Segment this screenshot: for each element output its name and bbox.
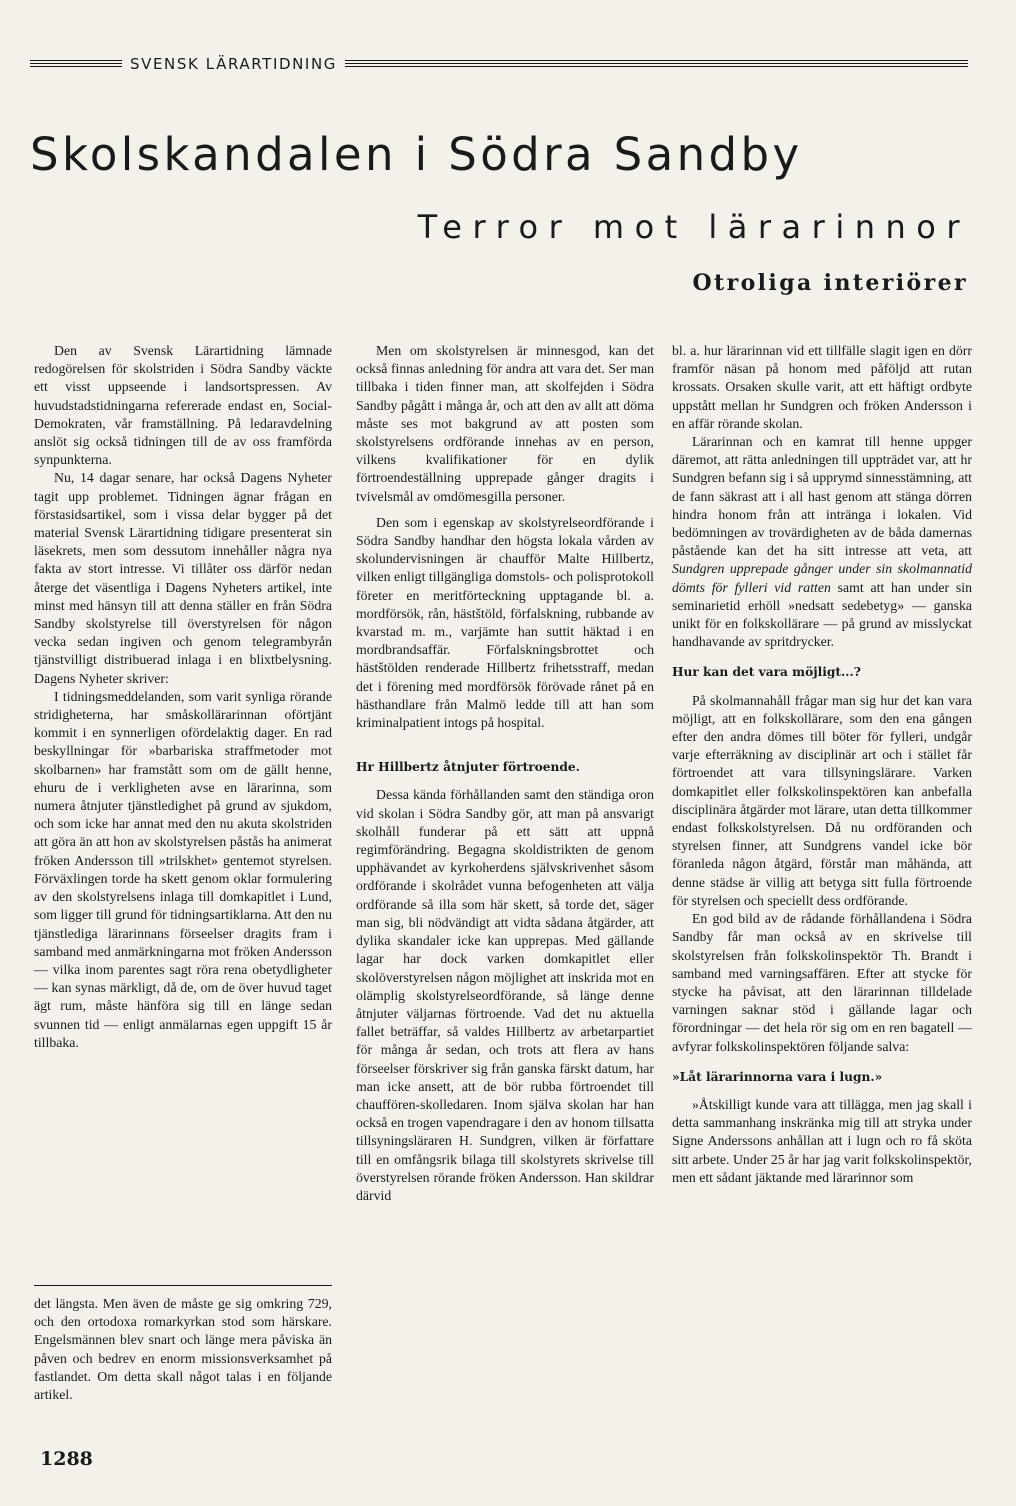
page-number: 1288 bbox=[40, 1448, 93, 1470]
subhead: Terror mot lärarinnor bbox=[417, 208, 970, 246]
paragraph: I tidningsmeddelanden, som varit synliga rörande stridigheterna, har småskollärarinnan oförtjänt kommit i en synnerligen ofördelaktig dager. En rad beskyllningar för »barbariska straffmetoder mot skolbarnen» har framstått som om de gällt henne, ehuru de i verkligheten avse en lärarinna, som numera åtnjuter tjänstledighet på grund av sjukdom, och som icke har annat med den nu akuta skolstriden att göra än att hon av skolstyrelsen påstås ha animerat fröken Andersson till »trilskhet» gentemot styrelsen. Förväxlingen torde ha skett genom oklar formulering av den skolstyrelsens inlaga till domkapitlet i Lund, som ligger till grund för tidningsartiklarna. Att den nu tjänstlediga lärarinnans förseelser dragits fram i samband med anmärkningarna mot fröken Andersson — vilka inom parentes sagt röra rena obetydligheter — kan synas märkligt, då de, om de över huvud taget ägt rum, måste hänföra sig till en länge sedan svunnen tid — enligt anmälarnas egen uppgift 15 år tillbaka. bbox=[34, 688, 332, 1050]
section-heading: Hr Hillbertz åtnjuter förtroende. bbox=[356, 760, 580, 775]
paragraph: »Åtskilligt kunde vara att tillägga, men jag skall i detta sammanhang inskränka mig till att stryka under Signe Anderssons anhållan att i lugn och ro få sköta sitt arbete. Under 25 år har jag varit folkskolinspektör, men ett sådant jäktande med lärarinnor som bbox=[672, 1096, 972, 1185]
paragraph: det längsta. Men även de måste ge sig omkring 729, och den ortodoxa romarkyrkan stod som härskare. Engelsmännen blev snart och länge mera påviska än påven och bedrev en enorm missionsverksamhet på fastlandet. Om detta skall något talas i en följande artikel. bbox=[34, 1296, 332, 1403]
text-run: Lärarinnan och en kamrat till henne uppger däremot, att rätta anledningen till uppträdet var, att hr Sundgren befann sig i så upprymd sinnesstämning, att de fann säkrast att i all hast genom att stänga dörren hindra honom från att intränga i lokalen. Vid bedömningen av trovärdigheten av de båda damernas påstående kan det ha sitt intresse att veta, att bbox=[672, 434, 972, 559]
section-heading: Hur kan det vara möjligt...? bbox=[672, 665, 861, 680]
masthead-title: SVENSK LÄRARTIDNING bbox=[130, 55, 338, 73]
column-divider-rule bbox=[34, 1285, 332, 1286]
masthead-rule-left bbox=[30, 60, 122, 69]
headline: Skolskandalen i Södra Sandby bbox=[30, 128, 803, 181]
emphasis-text: Sundgren upprepade gånger under sin skolmannatid dömts för fylleri vid ratten bbox=[672, 561, 972, 595]
section-heading: »Låt lärarinnorna vara i lugn.» bbox=[672, 1069, 883, 1084]
column-3 bbox=[672, 342, 972, 1187]
paragraph: På skolmannahåll frågar man sig hur det kan vara möjligt, att en folkskollärare, som den ena gången efter den andra dömes till böter för fylleri, undgår varje efterräkning av disciplinär art och i stället får förtroendet att vara tillsyningslärare. Varken domkapitlet eller folkskolinspektören kan anbefalla disciplinära åtgärder mot lärare, utan detta tillkommer endast folkskolstyrelsen. Då nu ordföranden och styrelsen finner, att Sundgrens vandel icke bör föranleda någon åtgärd, förstår man måhända, att denne städse är villig att betyga sitt fulla förtroende för styrelsen och speciellt dess ordförande. bbox=[672, 692, 972, 908]
masthead-rule-right bbox=[345, 60, 968, 69]
paragraph: En god bild av de rådande förhållandena i Södra Sandby får man också av en skrivelse till skolstyrelsen från folkskolinspektör Th. Brandt i samband med varningsaffären. Efter att stycke för stycke ha påvisat, att den lärarinnan tilldelade varningen saknar stöd i gällande lagar och förordningar — det hela rör sig om en ren bagatell — avfyrar folkskolinspektören följande salva: bbox=[672, 911, 972, 1054]
paragraph: Nu, 14 dagar senare, har också Dagens Nyheter tagit upp problemet. Tidningen ägnar frågan en förstasidsartikel, som i vissa delar bygger på det material Svensk Lärartidning tidigare presenterat sin läsekrets, men som dessutom innehåller några nya fakta av stort intresse. Vi tillåter oss därför nedan återge det väsentliga i Dagens Nyheters artikel, inte minst med hänsyn till att denna ställer en från Södra Sandby skolstyrelse till överstyrelsen för någon vecka sedan ingiven och genom telegrambyrån tjänstvilligt distribuerad inlaga i en blixtbelysning. Dagens Nyheter skriver: bbox=[34, 470, 332, 686]
masthead bbox=[30, 50, 968, 78]
paragraph: Dessa kända förhållanden samt den ständiga oron vid skolan i Södra Sandby gör, att man på ansvarigt skolhåll funderar på ett sätt att uppnå regimförändring. Begagna skoldistrikten de genom upphävandet av kyrkoherdens självskrivenhet såsom ordförande i skolrådet vunna befogenheten att välja ordförande så illa som här skett, så torde det, säger man sig, bli nödvändigt att vidta sådana åtgärder, att dylika skandaler icke kan upprepas. Med gällande lagar har dock varken domkapitlet eller skolöverstyrelsen någon möjlighet att inskrida mot en olämplig skolstyrelseordförande, så länge denne åtnjuter väljarnas förtroende. Vad det nu aktuella fallet beträffar, så valdes Hillbertz av arbetarpartiet för många år sedan, och trots att flera av hans förseelser förskriver sig från ganska färskt datum, har man icke ansett, att de bör rubba förtroendet till chauffören-skolledaren. Inom själva skolan har han också en trogen vapendragare i den av honom tillsatta tillsyningsläraren H. Sundgren, vilken är författare till en omfångsrik bilaga till skolstyrets skrivelse till överstyrelsen rörande fröken Andersson. Han skildrar därvid bbox=[356, 787, 654, 1203]
paragraph: Den som i egenskap av skolstyrelseordförande i Södra Sandby handhar den högsta lokala vården av skolundervisningen är chaufför Malte Hillbertz, vilken enligt tillgängliga domstols- och polisprotokoll företer en meritförteckning upptagande bl. a. mordförsök, rån, hästštöld, förfalskning, rubbande av kvarstad m. m., varjämte han suttit häktad i en mordbrandsaffär. Förfalskningsbrottet och hästštölden renderade Hillbertz frihetsstraff, medan det i förening med mordförsök förövade rånet på en hästhandlare från Malmö ledde till att han som kriminalpatient intogs på hospital. bbox=[356, 514, 654, 731]
column-1 bbox=[34, 342, 332, 1052]
text-run: samt att han under sin seminarietid erhöll »nedsatt sedebetyg» — ganska unikt för en folkskollärare — på grund av misslyckat handhavande av spritdrycker. bbox=[672, 579, 972, 650]
paragraph: bl. a. hur lärarinnan vid ett tillfälle slagit igen en dörr framför näsan på honom med påföljd att rutan krossats. Orsaken skulle varit, att ett häftigt ordbyte uppstått mellan hr Sundgren och fröken Andersson i en affär rörande skolan. bbox=[672, 343, 972, 431]
paragraph: Den av Svensk Lärartidning lämnade redogörelsen för skolstriden i Södra Sandby väckte ett visst uppseende i landsortspressen. Av huvudstadstidningarna refererade endast en, Social-Demokraten, vår framställning. På ledaravdelning anslöt sig också tidningen till de av oss framförda synpunkterna. bbox=[34, 343, 332, 468]
paragraph: Men om skolstyrelsen är minnesgod, kan det också finnas anledning för andra att vara det. Ser man tillbaka i tiden finner man, att skolfejden i Södra Sandby pågått i många år, och att den av allt att döma måste ses mot bakgrund av att posten som skolstyrelsens ordförande innehas av en person, vilkens kvalifikationer för en dylik förtroendeställning upprepade gånger dragits i tvivelsmål av omdömesgilla personer. bbox=[356, 343, 654, 504]
column-1-continuation bbox=[34, 1295, 332, 1404]
subhead-secondary: Otroliga interiörer bbox=[692, 270, 968, 296]
column-2 bbox=[356, 342, 654, 1205]
paragraph bbox=[672, 433, 972, 651]
